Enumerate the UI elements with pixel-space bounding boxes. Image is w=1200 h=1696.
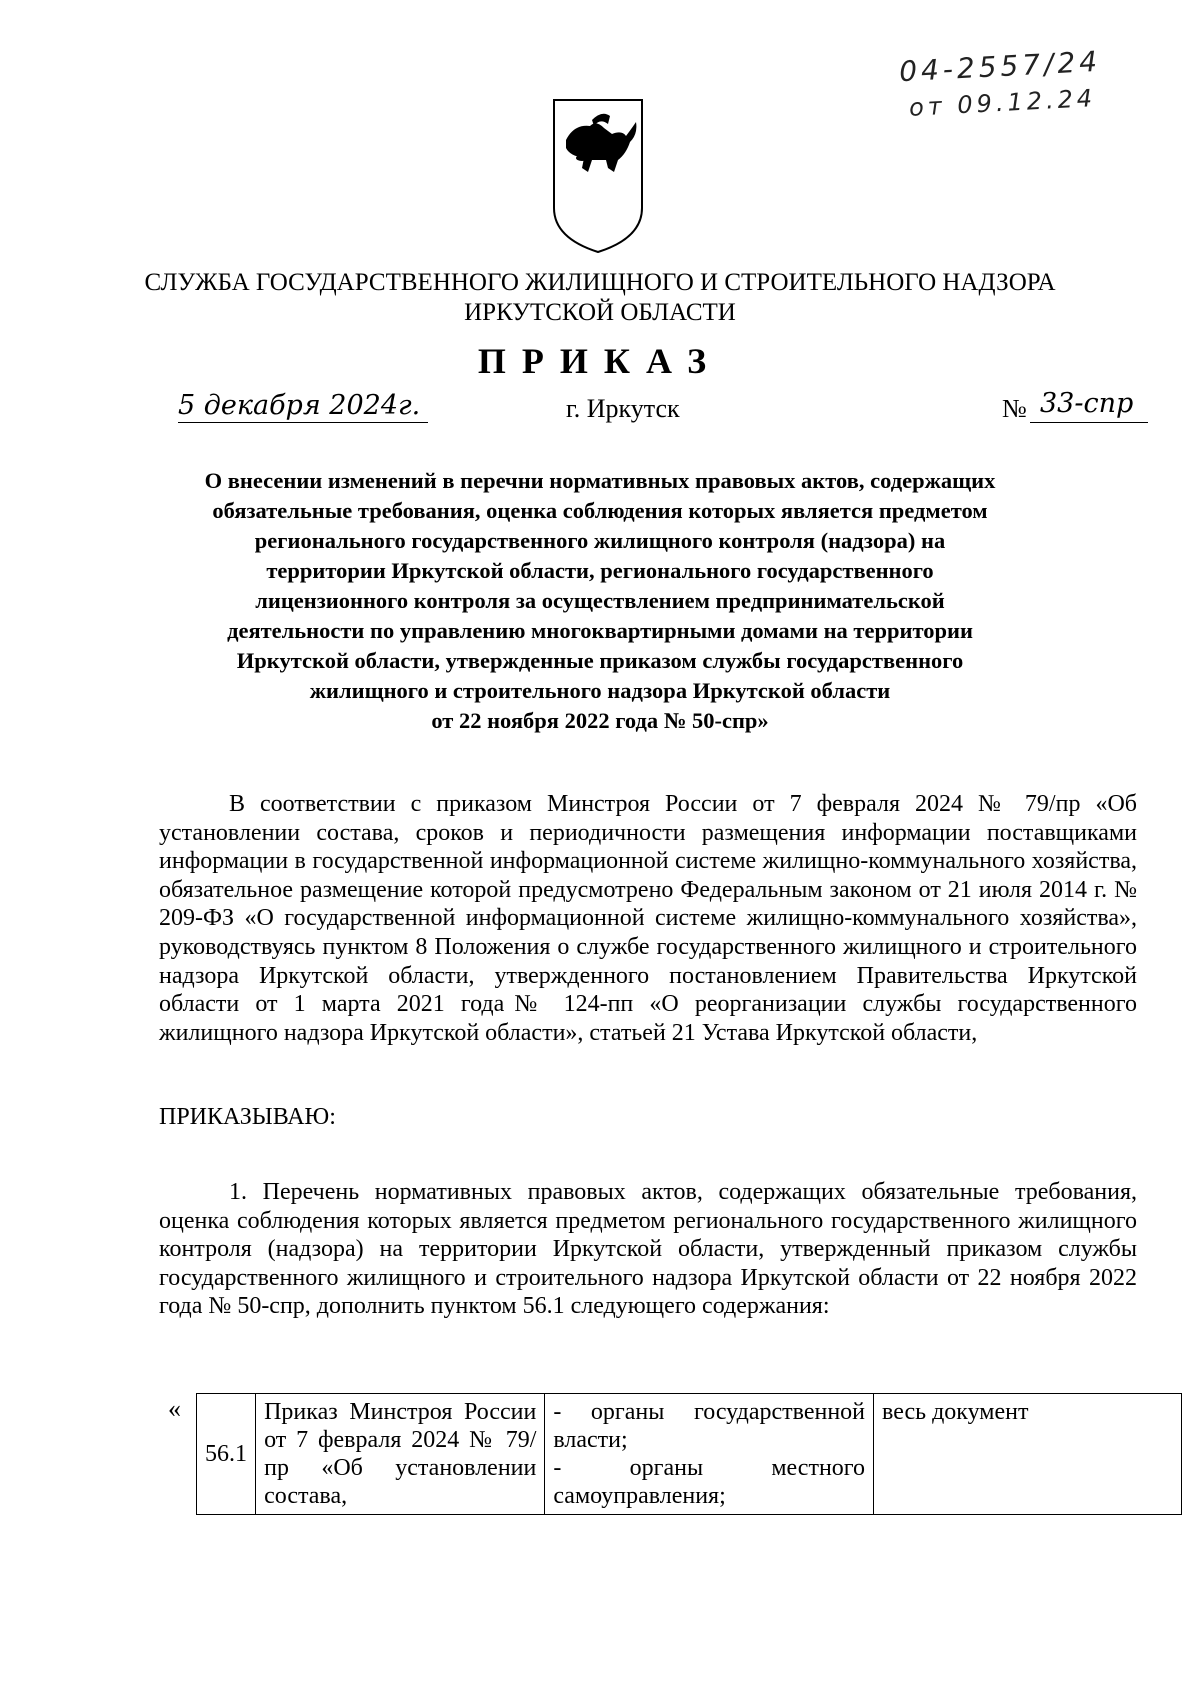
subject-line: Иркутской области, утвержденные приказом службы государственного [236, 648, 964, 673]
city: г. Иркутск [566, 394, 680, 423]
subject-line: лицензионного контроля за осуществлением предпринимательской [255, 588, 945, 613]
cell-subjects [545, 1394, 874, 1515]
item-1-paragraph: 1. Перечень нормативных правовых актов, содержащих обязательные требования, оценка соблюдения которых является предметом регионального государственного жилищного контроля (надзора) на территории Иркутской области, утвержденный приказом службы государственного жилищного и строительного надзора Иркутской области от 22 ноября 2022 года № 50-спр, дополнить пунктом 56.1 следующего содержания: [159, 1179, 1137, 1320]
order-directive: ПРИКАЗЫВАЮ: [159, 1104, 336, 1130]
registration-date: от 09.12.24 [908, 84, 1097, 122]
cell-act-name: Приказ Минстроя России от 7 февраля 2024 № 79/пр «Об установлении состава, [256, 1394, 545, 1515]
agency-name-line-1: СЛУЖБА ГОСУДАРСТВЕННОГО ЖИЛИЩНОГО И СТРОИТЕЛЬНОГО НАДЗОРА [144, 269, 1056, 296]
subject-line: деятельности по управлению многоквартирными домами на территории [227, 618, 973, 643]
handwritten-date: 5 декабря 2024г. [178, 390, 421, 421]
preamble-paragraph: В соответствии с приказом Минстроя России от 7 февраля 2024 № 79/пр «Об установлении состава, сроков и периодичности размещения информации поставщиками информации в государственной информационной системе жилищно-коммунального хозяйства, обязательное размещение которой предусмотрено Федеральным законом от 21 июля 2014 г. № 209-ФЗ «О государственной информационной системе жилищно-коммунального хозяйства», руководствуясь пунктом 8 Положения о службе государственного жилищного и строительного надзора Иркутской области, утвержденного постановлением Правительства Иркутской области от 1 марта 2021 года№ 124-пп «О реорганизации службы государственного жилищного надзора Иркутской области», статьей 21 Устава Иркутской области, [159, 791, 1137, 1046]
subject-line: регионального государственного жилищного контроля (надзора) на [254, 528, 946, 553]
table-row [197, 1394, 1182, 1515]
number-label: № [1002, 394, 1027, 423]
subject-entry: - органы государственной власти; [553, 1399, 866, 1453]
cell-item-number: 56.1 [197, 1394, 256, 1515]
subject-line: от 22 ноября 2022 года № 50-спр» [431, 708, 769, 733]
subject-line: О внесении изменений в перечни нормативных правовых актов, содержащих [204, 468, 996, 493]
order-subject [140, 466, 1060, 736]
subject-line: жилищного и строительного надзора Иркутской области [309, 678, 891, 703]
amendment-table [196, 1393, 1182, 1515]
coat-of-arms-emblem [552, 98, 644, 254]
subject-entry: - органы местного самоуправления; [553, 1455, 866, 1509]
subject-line: обязательные требования, оценка соблюдения которых является предметом [212, 498, 988, 523]
cell-scope: весь документ [874, 1394, 1182, 1515]
agency-name-line-2: ИРКУТСКОЙ ОБЛАСТИ [464, 299, 736, 326]
registration-stamp [898, 42, 1141, 126]
subject-line: территории Иркутской области, регионального государственного [266, 558, 934, 583]
opening-quote: « [168, 1394, 181, 1423]
number-underline [1030, 422, 1148, 423]
date-underline [178, 422, 428, 423]
document-type-title: ПРИКАЗ [477, 341, 723, 381]
registration-number: 04-2557/24 [898, 44, 1102, 89]
handwritten-order-number: 33-спр [1040, 388, 1134, 419]
